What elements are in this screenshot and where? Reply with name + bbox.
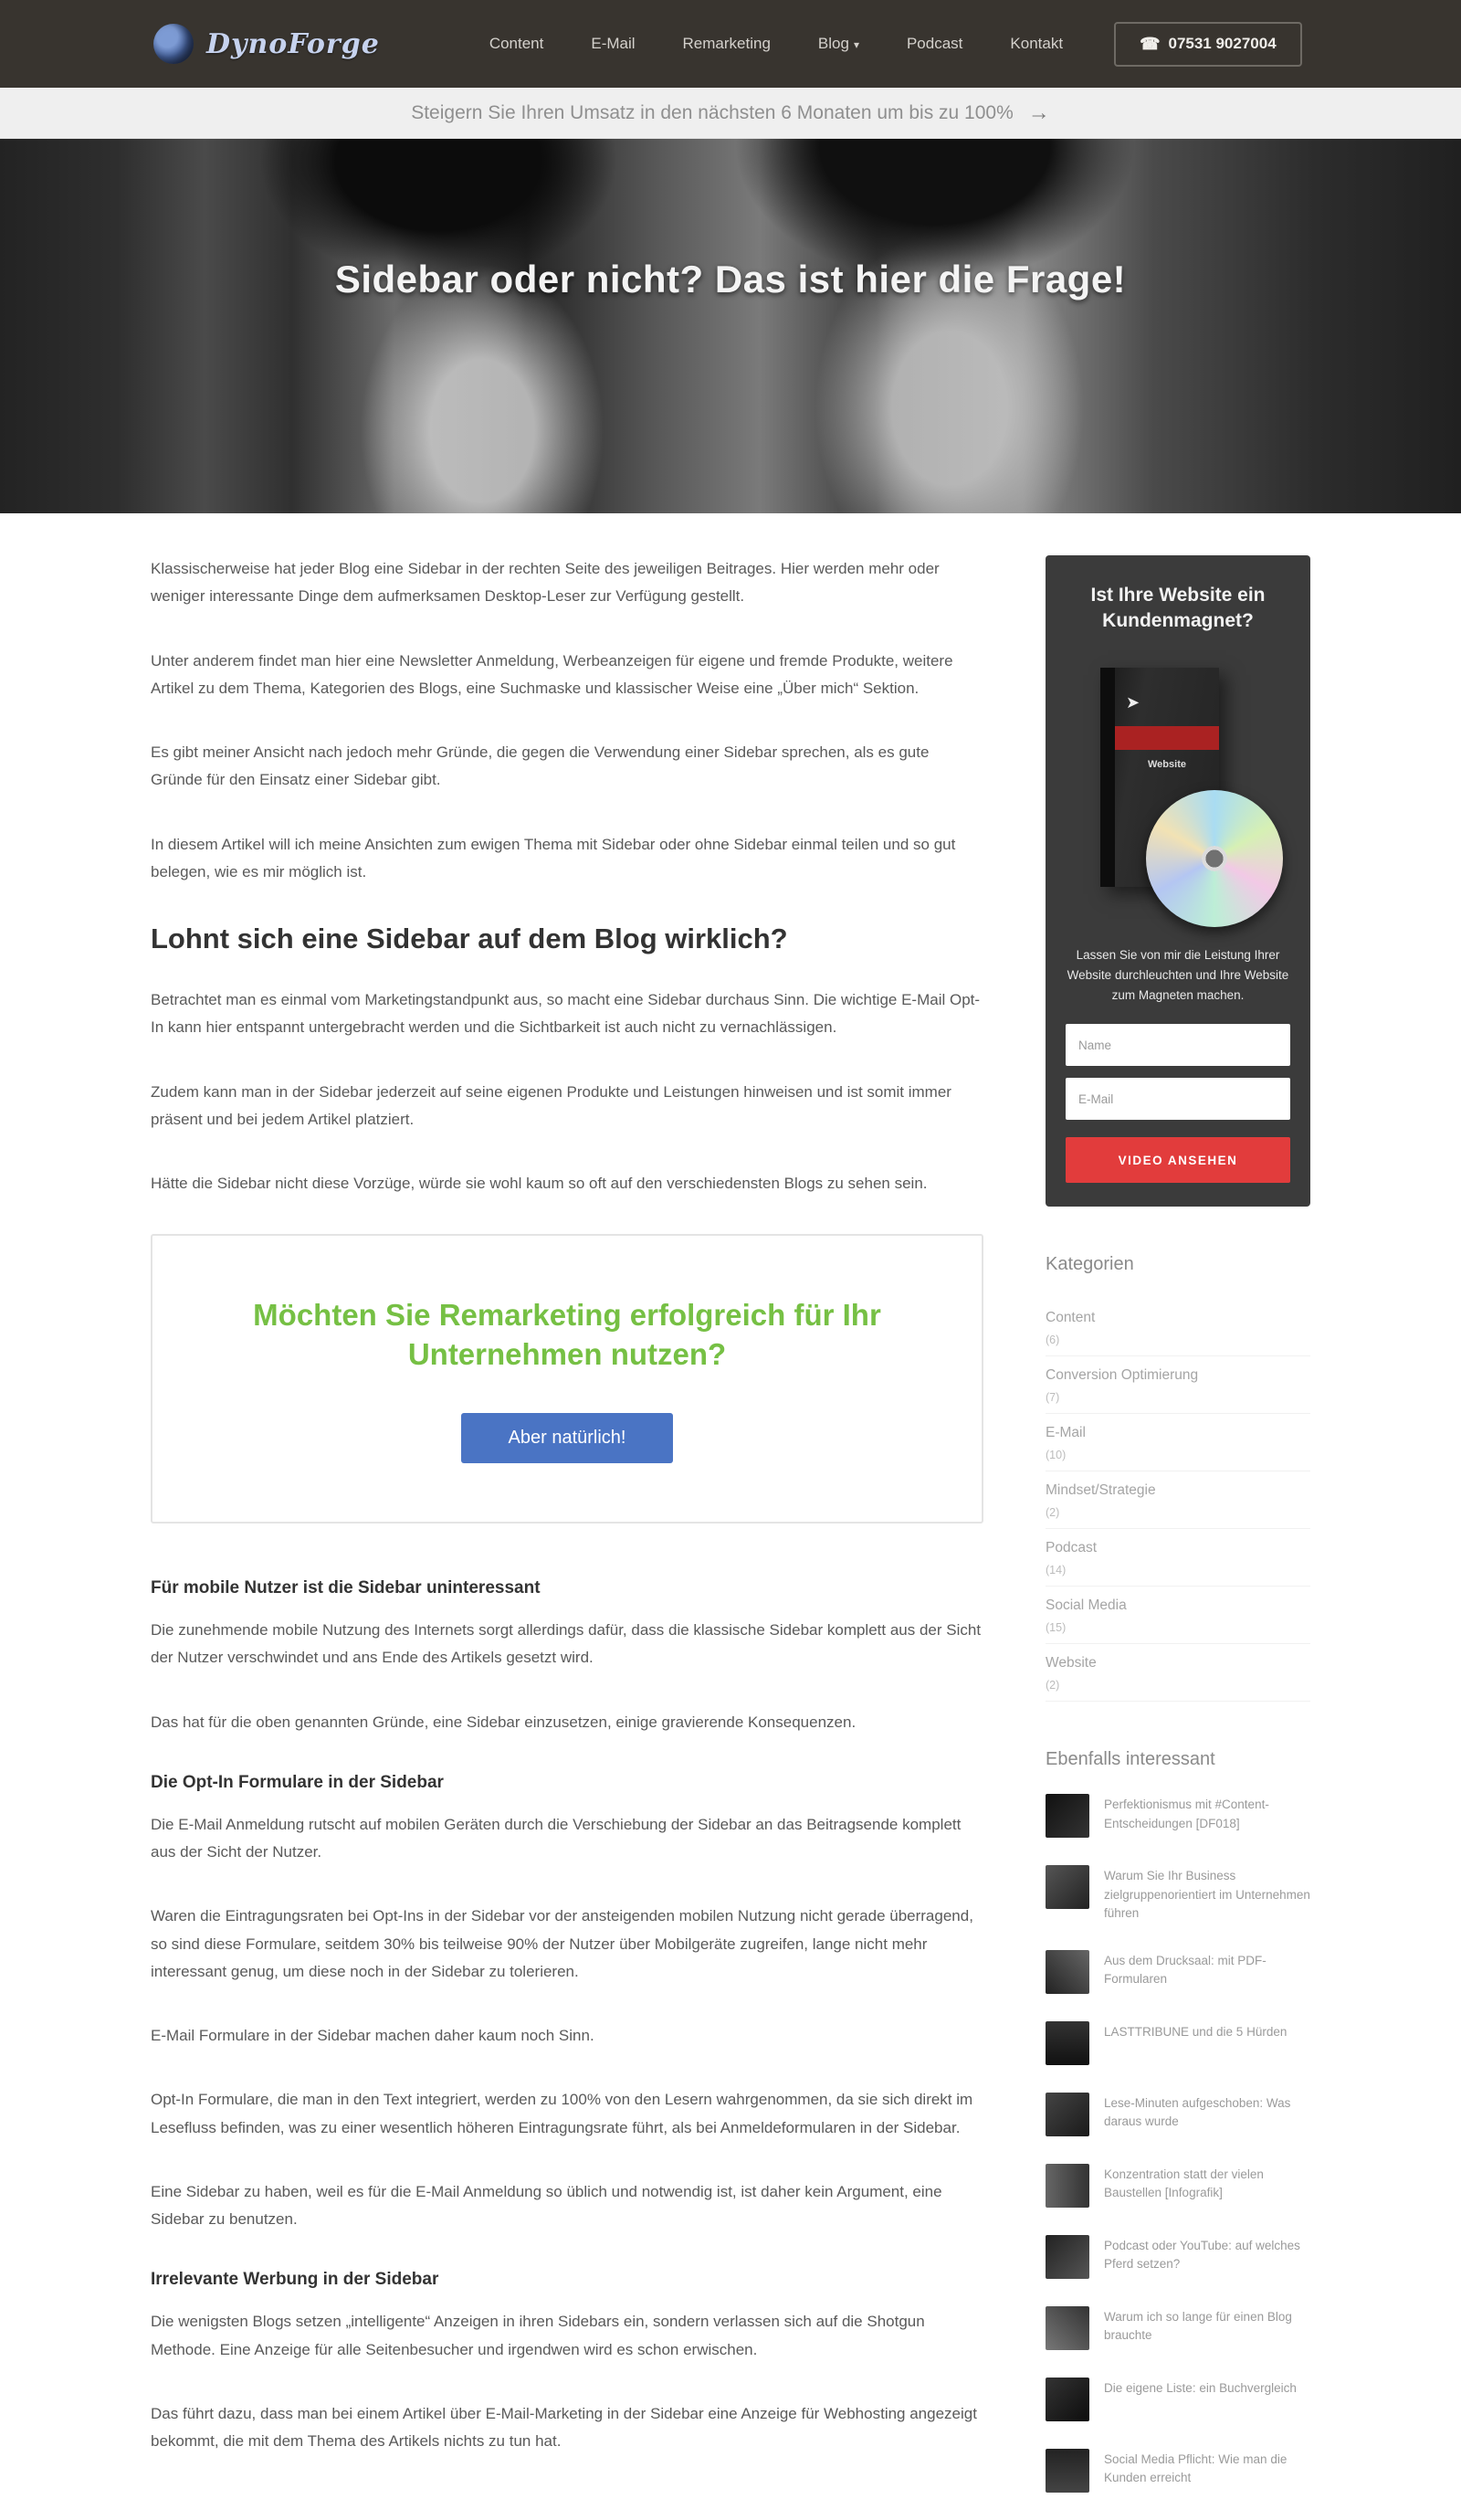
nav-item-blog[interactable] bbox=[818, 35, 859, 53]
categories-heading: Kategorien bbox=[1046, 1254, 1134, 1275]
nav-item-kontakt[interactable]: Kontakt bbox=[1010, 35, 1064, 52]
article-paragraph: Die zunehmende mobile Nutzung des Internets sorgt allerdings dafür, dass die klassische Sidebar komplett aus der Sicht der Nutzer verschwindet und ans Ende des Artikels gesetzt wird. bbox=[151, 1621, 982, 1667]
dvd-disc bbox=[1146, 790, 1283, 927]
arrow-right-icon: → bbox=[1027, 100, 1050, 125]
related-list bbox=[1046, 1794, 1310, 2493]
promo-banner[interactable] bbox=[0, 88, 1461, 139]
post-thumbnail bbox=[1046, 2449, 1089, 2493]
content-container bbox=[151, 513, 1310, 2520]
related-post-link[interactable]: LASTTRIBUNE und die 5 Hürden bbox=[1046, 2021, 1310, 2065]
post-thumbnail bbox=[1046, 2021, 1089, 2065]
sub-heading: Die Opt-In Formulare in der Sidebar bbox=[151, 1772, 444, 1792]
optin-heading: Ist Ihre Website ein Kundenmagnet? bbox=[1090, 585, 1266, 632]
cta-box bbox=[151, 1234, 983, 1524]
cursor-icon: ➤ bbox=[1126, 692, 1140, 712]
post-thumbnail bbox=[1046, 2378, 1089, 2421]
article-paragraph: Zudem kann man in der Sidebar jederzeit auf seine eigenen Produkte und Leistungen hinweisen und ist somit immer präsent und bei jedem Artikel platziert. bbox=[151, 1082, 951, 1128]
article-paragraph: Waren die Eintragungsraten bei Opt-Ins in der Sidebar vor der ansteigenden mobilen Nutzung nicht gerade überragend, so sind diese Formulare, seitdem 30% bis teilweise 90% der Nutzer über Mobilgeräte zugreifen, lange nicht mehr interessant genug, um diese noch in der Sidebar zu tolerieren. bbox=[151, 1907, 973, 1980]
category-link[interactable]: Content (6) bbox=[1046, 1299, 1310, 1356]
post-thumbnail bbox=[1046, 2235, 1089, 2279]
related-post-link[interactable]: Podcast oder YouTube: auf welches Pferd setzen? bbox=[1046, 2235, 1310, 2279]
nav-item-content[interactable]: Content bbox=[489, 35, 544, 52]
hero-image bbox=[0, 139, 1461, 513]
post-thumbnail bbox=[1046, 2164, 1089, 2208]
related-post-link[interactable]: Die eigene Liste: ein Buchvergleich bbox=[1046, 2378, 1310, 2421]
chevron-down-icon: ▾ bbox=[853, 38, 859, 51]
section-heading: Lohnt sich eine Sidebar auf dem Blog wirklich? bbox=[151, 923, 788, 954]
nav-item-podcast[interactable]: Podcast bbox=[906, 35, 963, 52]
nav-item-blog-label: Blog bbox=[817, 35, 849, 52]
related-post-link[interactable]: Warum Sie Ihr Business zielgruppenorientiert im Unternehmen führen bbox=[1046, 1865, 1310, 1923]
category-link[interactable]: Website (2) bbox=[1046, 1644, 1310, 1702]
promo-banner-text: Steigern Sie Ihren Umsatz in den nächsten 6 Monaten um bis zu 100% bbox=[411, 101, 1014, 123]
optin-description: Lassen Sie von mir die Leistung Ihrer Website durchleuchten und Ihre Website zum Magneten machen. bbox=[1067, 947, 1289, 1003]
cta-button[interactable]: Aber natürlich! bbox=[461, 1413, 674, 1463]
article-paragraph: Die E-Mail Anmeldung rutscht auf mobilen Geräten durch die Verschiebung der Sidebar an das Beitragsende komplett aus der Sicht der Nutzer. bbox=[151, 1815, 962, 1861]
sub-heading: Irrelevante Werbung in der Sidebar bbox=[151, 2270, 439, 2290]
article-paragraph: Klassischerweise hat jeder Blog eine Sidebar in der rechten Seite des jeweiligen Beitrages. Hier werden mehr oder weniger interessante Dinge dem aufmerksamen Desktop-Leser zur Verfügung gestellt. bbox=[151, 560, 940, 606]
optin-widget bbox=[1046, 555, 1310, 1207]
sidebar bbox=[1046, 555, 1310, 2520]
article-paragraph: Unter anderem findet man hier eine Newsletter Anmeldung, Werbeanzeigen für eigene und fremde Produkte, weitere Artikel zu dem Thema, Kategorien des Blogs, eine Suchmaske und klassischer Weise eine „Über mich“ Sektion. bbox=[151, 651, 953, 697]
email-field[interactable] bbox=[1066, 1078, 1290, 1120]
book-spine bbox=[1100, 668, 1115, 887]
name-field[interactable] bbox=[1066, 1024, 1290, 1066]
article-paragraph: Eine Sidebar zu haben, weil es für die E-Mail Anmeldung so üblich und notwendig ist, ist daher kein Argument, eine Sidebar zu benutzen. bbox=[151, 2182, 942, 2229]
categories-list bbox=[1046, 1299, 1310, 1702]
article bbox=[151, 555, 983, 2520]
book-red-band bbox=[1115, 726, 1219, 750]
related-post-link[interactable]: Social Media Pflicht: Wie man die Kunden erreicht bbox=[1046, 2449, 1310, 2493]
sub-heading: Für mobile Nutzer ist die Sidebar uninteressant bbox=[151, 1578, 541, 1598]
category-link[interactable]: Podcast (14) bbox=[1046, 1529, 1310, 1587]
phone-icon: ☎ bbox=[1140, 34, 1161, 53]
article-paragraph: In diesem Artikel will ich meine Ansichten zum ewigen Thema mit Sidebar oder ohne Sidebar einmal teilen und so gut belegen, wie es mir möglich ist. bbox=[151, 835, 956, 880]
article-paragraph: Opt-In Formulare, die man in den Text integriert, werden zu 100% von den Lesern wahrgenommen, da sie sich direkt im Lesefluss befinden, was zu einer wesentlich höheren Eintragungsrate führt, als bei Anmeldeformularen in der Sidebar. bbox=[151, 2091, 973, 2136]
post-thumbnail bbox=[1046, 1950, 1089, 1994]
category-link[interactable]: Conversion Optimierung (7) bbox=[1046, 1356, 1310, 1414]
nav-item-remarketing[interactable]: Remarketing bbox=[682, 35, 771, 52]
article-paragraph: Hätte die Sidebar nicht diese Vorzüge, würde sie wohl kaum so oft auf den verschiedensten Blogs zu sehen sein. bbox=[151, 1175, 928, 1192]
optin-submit-button[interactable]: VIDEO ANSEHEN bbox=[1066, 1137, 1290, 1183]
related-heading: Ebenfalls interessant bbox=[1046, 1749, 1215, 1770]
category-link[interactable]: Social Media (15) bbox=[1046, 1587, 1310, 1644]
book-title: Website bbox=[1148, 758, 1186, 770]
related-post-link[interactable]: Konzentration statt der vielen Baustellen [Infografik] bbox=[1046, 2164, 1310, 2208]
page-title: Sidebar oder nicht? Das ist hier die Frage! bbox=[334, 258, 1127, 301]
post-thumbnail bbox=[1046, 2306, 1089, 2350]
phone-number: 07531 9027004 bbox=[1168, 35, 1277, 52]
related-post-link[interactable]: Lese-Minuten aufgeschoben: Was daraus wurde bbox=[1046, 2093, 1310, 2136]
product-mockup bbox=[1066, 659, 1290, 933]
category-link[interactable]: E-Mail (10) bbox=[1046, 1414, 1310, 1471]
logo[interactable] bbox=[153, 24, 380, 64]
related-post-link[interactable]: Warum ich so lange für einen Blog brauchte bbox=[1046, 2306, 1310, 2350]
nav-links bbox=[489, 35, 1063, 53]
post-thumbnail bbox=[1046, 2093, 1089, 2136]
article-paragraph: Betrachtet man es einmal vom Marketingstandpunkt aus, so macht eine Sidebar durchaus Sinn. Die wichtige E-Mail Opt-In kann hier entspannt untergebracht werden und die Sichtbarkeit ist auch nicht zu vernachlässigen. bbox=[151, 991, 981, 1037]
article-paragraph: Das führt dazu, dass man bei einem Artikel über E-Mail-Marketing in der Sidebar eine Anzeige für Webhosting angezeigt bekommt, die mit dem Thema des Artikels nichts zu tun hat. bbox=[151, 2404, 977, 2451]
logo-text: DynoForge bbox=[206, 27, 380, 60]
post-thumbnail bbox=[1046, 1794, 1089, 1838]
post-thumbnail bbox=[1046, 1865, 1089, 1909]
article-paragraph: Die wenigsten Blogs setzen „intelligente“ Anzeigen in ihren Sidebars ein, sondern verlassen sich auf die Shotgun Methode. Eine Anzeige für alle Seitenbesucher und irgendwen wird es schon erwischen. bbox=[151, 2313, 925, 2358]
phone-button[interactable] bbox=[1114, 22, 1302, 67]
related-post-link[interactable]: Aus dem Drucksaal: mit PDF-Formularen bbox=[1046, 1950, 1310, 1994]
article-paragraph: Das hat für die oben genannten Gründe, eine Sidebar einzusetzen, einige gravierende Konsequenzen. bbox=[151, 1713, 857, 1731]
category-link[interactable]: Mindset/Strategie (2) bbox=[1046, 1471, 1310, 1529]
article-paragraph: Es gibt meiner Ansicht nach jedoch mehr Gründe, die gegen die Verwendung einer Sidebar sprechen, als es gute Gründe für den Einsatz einer Sidebar gibt. bbox=[151, 743, 930, 789]
article-paragraph: E-Mail Formulare in der Sidebar machen daher kaum noch Sinn. bbox=[151, 2027, 594, 2045]
top-nav bbox=[0, 0, 1461, 88]
cta-heading: Möchten Sie Remarketing erfolgreich für Ihr Unternehmen nutzen? bbox=[253, 1298, 881, 1372]
nav-item-email[interactable]: E-Mail bbox=[591, 35, 636, 52]
globe-icon bbox=[153, 24, 194, 64]
related-post-link[interactable]: Perfektionismus mit #Content-Entscheidungen [DF018] bbox=[1046, 1794, 1310, 1838]
